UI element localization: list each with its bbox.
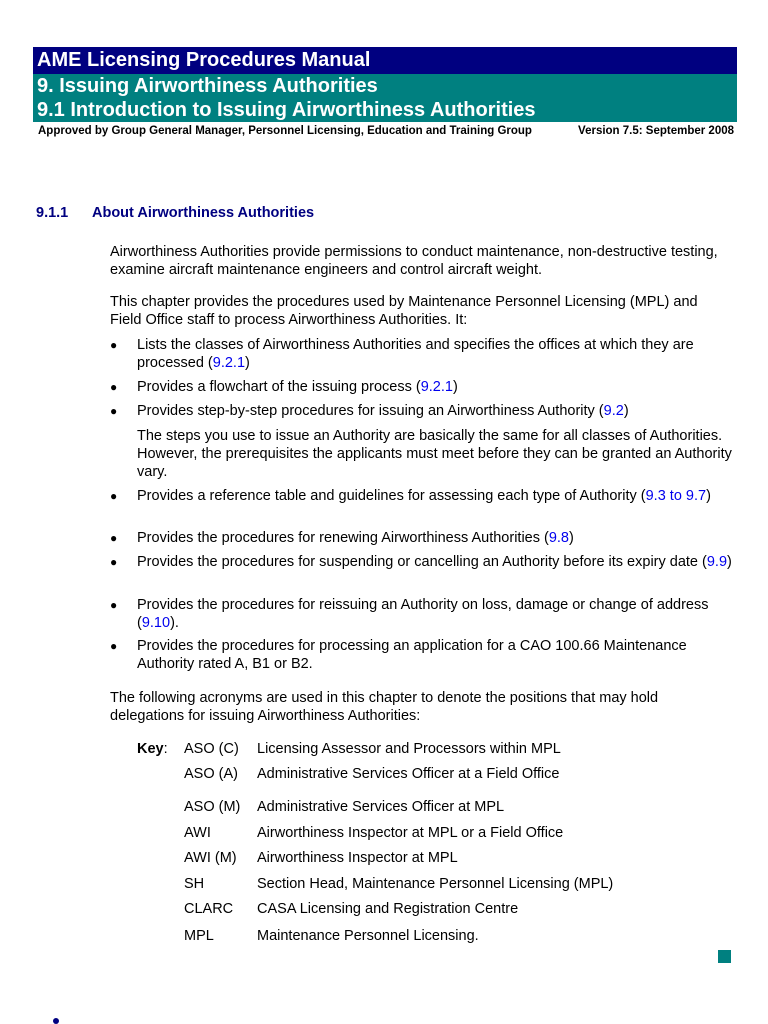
key-abbr: AWI (M) (184, 850, 237, 866)
bullet-icon: ● (110, 639, 118, 653)
bullet-text: Provides the procedures for processing an application for a CAO 100.66 Maintenance Authority rated A, B1 or B2. (137, 638, 687, 672)
approved-by: Approved by Group General Manager, Personnel Licensing, Education and Training Group (38, 125, 532, 137)
bullet-icon: ● (110, 598, 118, 612)
bullet-icon: ● (110, 531, 118, 545)
chapter-title: 9. Issuing Airworthiness Authorities (37, 75, 378, 97)
key-abbr: AWI (184, 825, 211, 841)
bullet-text: Provides a reference table and guidelines for assessing each type of Authority ( (137, 488, 646, 504)
manual-title-band (33, 47, 737, 74)
bullet-end: ) (727, 554, 732, 570)
bullet-item (137, 487, 732, 505)
key-description: Administrative Services Officer at MPL (257, 799, 505, 815)
key-label (137, 740, 168, 758)
approval-line (38, 125, 734, 137)
section-link[interactable]: 9.2.1 (212, 355, 246, 371)
chapter-band (33, 74, 737, 122)
section-link[interactable]: 9.2 (603, 403, 624, 419)
bullet-icon: ● (110, 338, 118, 352)
bullet-item (137, 402, 732, 420)
bullet-text: Provides a flowchart of the issuing process ( (137, 379, 421, 395)
footer-logo-fragment (53, 1018, 59, 1024)
bullet-icon: ● (110, 380, 118, 394)
bullet-text: Provides step-by-step procedures for issuing an Airworthiness Authority ( (137, 403, 604, 419)
bullet-end: ). (170, 615, 179, 631)
key-abbr: ASO (A) (184, 766, 238, 782)
bullet-text: Provides the procedures for suspending or cancelling an Authority before its expiry date ( (137, 554, 707, 570)
key-abbr: ASO (M) (184, 799, 241, 815)
sub-paragraph: The steps you use to issue an Authority are basically the same for all classes of Authorities. However, the prerequisites the applicants must meet before they can be granted an Authority vary. (137, 428, 732, 480)
key-label-text: Key (137, 741, 164, 757)
manual-title: AME Licensing Procedures Manual (37, 49, 371, 71)
key-description: CASA Licensing and Registration Centre (257, 901, 519, 917)
paragraph: This chapter provides the procedures used by Maintenance Personnel Licensing (MPL) and Field Office staff to process Airworthiness Authorities. It: (110, 294, 698, 328)
bullet-item (137, 596, 732, 632)
key-abbr: ASO (C) (184, 741, 239, 757)
key-description: Administrative Services Officer at a Field Office (257, 766, 560, 782)
bullet-end: ) (706, 488, 711, 504)
key-description: Airworthiness Inspector at MPL (257, 850, 458, 866)
bullet-end: ) (452, 379, 458, 395)
key-colon: : (163, 741, 168, 757)
key-description: Licensing Assessor and Processors within MPL (257, 741, 561, 757)
bullet-icon: ● (110, 555, 118, 569)
section-link[interactable]: 9.2.1 (420, 379, 453, 395)
subsection-heading (36, 205, 315, 221)
key-description: Section Head, Maintenance Personnel Licensing (MPL) (257, 876, 614, 892)
bullet-item (137, 637, 732, 673)
bullet-icon: ● (110, 489, 118, 503)
key-abbr: SH (184, 876, 205, 892)
key-description: Maintenance Personnel Licensing. (257, 928, 479, 944)
key-abbr: MPL (184, 928, 214, 944)
bullet-item (137, 529, 732, 547)
paragraph: The following acronyms are used in this chapter to denote the positions that may hold delegations for issuing Airworthiness Authorities: (110, 690, 659, 724)
version: Version 7.5: September 2008 (578, 125, 734, 137)
bullet-item (137, 553, 732, 571)
bullet-end: ) (245, 355, 250, 371)
section-title: 9.1 Introduction to Issuing Airworthiness Authorities (37, 99, 536, 121)
section-link[interactable]: 9.10 (141, 615, 171, 631)
section-link[interactable]: 9.9 (706, 554, 728, 570)
section-link[interactable]: 9.3 to 9.7 (645, 488, 707, 504)
bullet-end: ) (623, 403, 629, 419)
key-abbr: CLARC (184, 901, 234, 917)
heading-title: About Airworthiness Authorities (92, 205, 315, 221)
bullet-text: Provides the procedures for renewing Airworthiness Authorities ( (137, 530, 549, 546)
bullet-text: Lists the classes of Airworthiness Authorities and specifies the offices at which they are processed ( (137, 337, 694, 371)
bullet-icon: ● (110, 404, 118, 418)
heading-number: 9.1.1 (36, 205, 69, 221)
end-marker-icon (718, 950, 731, 963)
paragraph: Airworthiness Authorities provide permissions to conduct maintenance, non-destructive testing, examine aircraft maintenance engineers and control aircraft weight. (110, 244, 718, 278)
bullet-item (137, 378, 732, 396)
bullet-text: Provides the procedures for reissuing an Authority on loss, damage or change of address ( (137, 597, 709, 631)
section-link[interactable]: 9.8 (548, 530, 570, 546)
bullet-item (137, 336, 732, 372)
bullet-end: ) (569, 530, 574, 546)
key-description: Airworthiness Inspector at MPL or a Field Office (257, 825, 564, 841)
